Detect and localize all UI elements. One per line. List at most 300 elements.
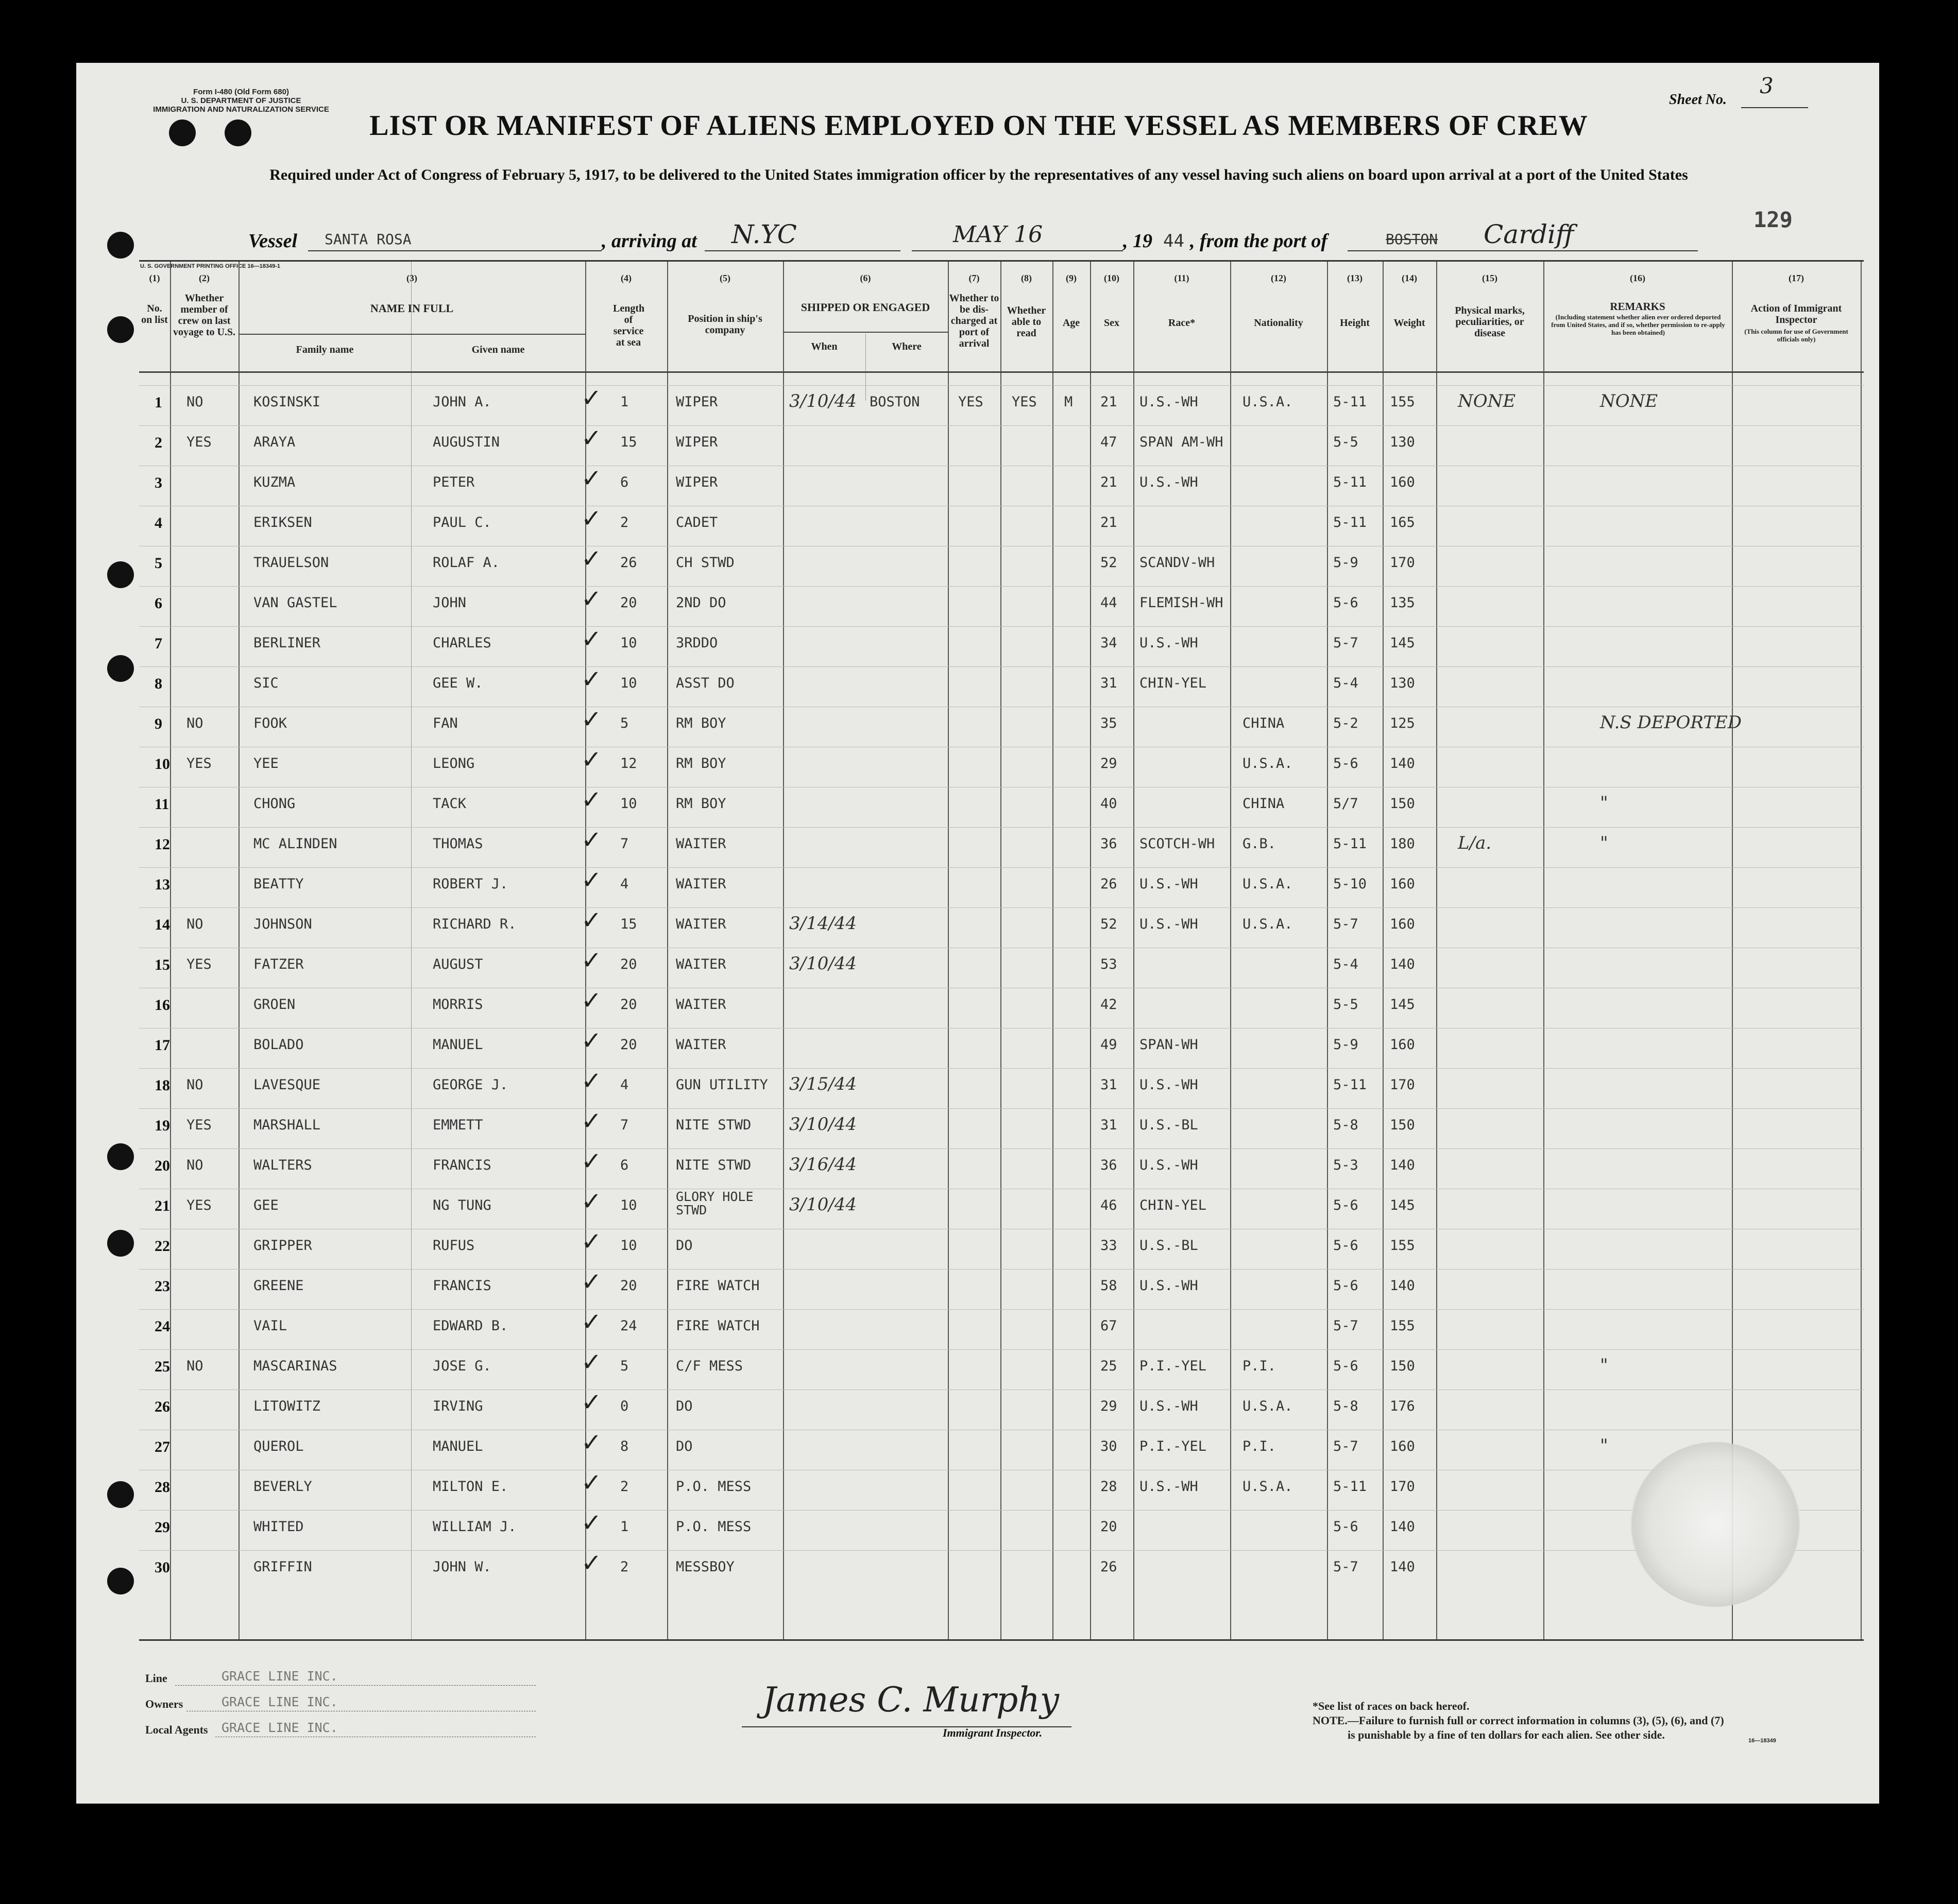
table-row — [139, 546, 1864, 587]
sex: 40 — [1100, 796, 1117, 812]
service-length: 8 — [620, 1438, 629, 1454]
remarks: NONE — [1600, 391, 1658, 411]
table-row — [139, 707, 1864, 747]
col2-num: (2) — [199, 273, 210, 283]
sex: 34 — [1100, 635, 1117, 651]
row-number: 19 — [155, 1117, 170, 1134]
col8-header: Whether able to read — [1007, 305, 1046, 339]
position: WAITER — [676, 836, 726, 852]
family-name: BEVERLY — [253, 1479, 312, 1495]
col14-num: (14) — [1402, 273, 1417, 283]
row-number: 30 — [155, 1559, 170, 1576]
from-port-label: , from the port of — [1190, 230, 1328, 252]
row-number: 8 — [155, 675, 162, 692]
service-length: 1 — [620, 1519, 629, 1535]
race: CHIN-YEL — [1139, 675, 1207, 691]
col16-subheader: (Including statement whether alien ever ordered deported from United States, and if so, whether permission to re-apply has been obtained) — [1551, 313, 1725, 336]
checkmark-icon: ✓ — [581, 1508, 602, 1537]
service-length: 2 — [620, 1479, 629, 1495]
page-title: LIST OR MANIFEST OF ALIENS EMPLOYED ON THE VESSEL AS MEMBERS OF CREW — [369, 110, 1588, 142]
position: FIRE WATCH — [676, 1318, 760, 1334]
given-name: ROLAF A. — [433, 555, 500, 571]
height: 5-4 — [1333, 675, 1358, 691]
given-name: CHARLES — [433, 635, 491, 651]
family-name: TRAUELSON — [253, 555, 329, 571]
last-voyage: YES — [186, 1197, 212, 1213]
penalty-note-1: NOTE.—Failure to furnish full or correct information in columns (3), (5), (6), and (7) — [1313, 1714, 1724, 1727]
row-number: 29 — [155, 1519, 170, 1536]
family-name: ERIKSEN — [253, 514, 312, 530]
weight: 160 — [1390, 474, 1415, 490]
family-name: FATZER — [253, 956, 304, 972]
position: WIPER — [676, 434, 718, 450]
col4-num: (4) — [621, 273, 632, 283]
weight: 170 — [1390, 1479, 1415, 1495]
weight: 150 — [1390, 1117, 1415, 1133]
race: P.I.-YEL — [1139, 1438, 1207, 1454]
weight: 135 — [1390, 595, 1415, 611]
remarks: " — [1600, 793, 1608, 813]
age: M — [1064, 394, 1073, 410]
race: U.S.-WH — [1139, 635, 1198, 651]
weight: 155 — [1390, 1318, 1415, 1334]
last-voyage: YES — [186, 1117, 212, 1133]
family-name: VAN GASTEL — [253, 595, 337, 611]
position: WAITER — [676, 997, 726, 1013]
col10-num: (10) — [1104, 273, 1119, 283]
given-name: THOMAS — [433, 836, 483, 852]
checkmark-icon: ✓ — [581, 705, 602, 734]
sex: 28 — [1100, 1479, 1117, 1495]
given-name: NG TUNG — [433, 1197, 491, 1213]
table-row — [139, 506, 1864, 546]
family-name: LITOWITZ — [253, 1398, 321, 1414]
nationality: P.I. — [1242, 1358, 1276, 1374]
service-length: 20 — [620, 956, 637, 972]
sheet-label: Sheet No. — [1669, 92, 1727, 108]
sex: 35 — [1100, 715, 1117, 731]
col7-header: Whether to be dis-charged at port of arrival — [949, 293, 999, 349]
shipped-when: 3/10/44 — [789, 1114, 857, 1135]
nationality: U.S.A. — [1242, 1479, 1293, 1495]
row-number: 12 — [155, 836, 170, 853]
height: 5-7 — [1333, 635, 1358, 651]
position: CH STWD — [676, 555, 735, 571]
weight: 155 — [1390, 394, 1415, 410]
race: P.I.-YEL — [1139, 1358, 1207, 1374]
family-name: WALTERS — [253, 1157, 312, 1173]
sex: 42 — [1100, 997, 1117, 1013]
when-header: When — [811, 341, 838, 352]
service-length: 10 — [620, 796, 637, 812]
agents-label: Local Agents — [145, 1723, 208, 1736]
owners-label: Owners — [145, 1697, 183, 1710]
shipped-when: 3/10/44 — [789, 391, 857, 411]
family-name: WHITED — [253, 1519, 304, 1535]
service-length: 4 — [620, 1077, 629, 1093]
table-row — [139, 1470, 1864, 1511]
family-name: GEE — [253, 1197, 279, 1213]
given-name: ROBERT J. — [433, 876, 508, 892]
row-number: 2 — [155, 434, 162, 451]
given-name: FRANCIS — [433, 1278, 491, 1294]
col2-header: Whether member of crew on last voyage to U.S. — [173, 293, 236, 338]
table-row — [139, 466, 1864, 506]
shipped-when: 3/14/44 — [789, 913, 857, 934]
height: 5-4 — [1333, 956, 1358, 972]
arriving-label: , arriving at — [602, 230, 697, 252]
race: U.S.-WH — [1139, 394, 1198, 410]
row-number: 28 — [155, 1479, 170, 1496]
row-number: 11 — [155, 796, 169, 813]
service-length: 1 — [620, 394, 629, 410]
weight: 160 — [1390, 1037, 1415, 1053]
sex: 29 — [1100, 1398, 1117, 1414]
service-length: 20 — [620, 1278, 637, 1294]
service-length: 5 — [620, 715, 629, 731]
service-length: 2 — [620, 1559, 629, 1575]
position: 2ND DO — [676, 595, 726, 611]
position: DO — [676, 1238, 693, 1254]
family-name: FOOK — [253, 715, 287, 731]
row-number: 10 — [155, 756, 170, 773]
shipped-where: BOSTON — [870, 394, 920, 410]
discharged: YES — [958, 394, 983, 410]
form-code: 16—18349 — [1748, 1738, 1776, 1744]
family-name: QUEROL — [253, 1438, 304, 1454]
last-voyage: NO — [186, 916, 203, 932]
family-name: VAIL — [253, 1318, 287, 1334]
row-number: 1 — [155, 394, 162, 411]
service-length: 15 — [620, 434, 637, 450]
height: 5-11 — [1333, 836, 1367, 852]
service-length: 20 — [620, 1037, 637, 1053]
position: NITE STWD — [676, 1117, 752, 1133]
height: 5-6 — [1333, 1358, 1358, 1374]
service-length: 7 — [620, 1117, 629, 1133]
sex: 49 — [1100, 1037, 1117, 1053]
last-voyage: YES — [186, 956, 212, 972]
table-row — [139, 1390, 1864, 1430]
position: RM BOY — [676, 715, 726, 731]
sheet-number: 3 — [1760, 73, 1774, 98]
line-label: Line — [145, 1672, 167, 1685]
position: WIPER — [676, 474, 718, 490]
weight: 125 — [1390, 715, 1415, 731]
nationality: CHINA — [1242, 796, 1285, 812]
height: 5-5 — [1333, 434, 1358, 450]
punch-hole — [107, 232, 134, 259]
sex: 58 — [1100, 1278, 1117, 1294]
row-number: 13 — [155, 876, 170, 893]
row-number: 25 — [155, 1358, 170, 1375]
height: 5-6 — [1333, 595, 1358, 611]
sex: 31 — [1100, 675, 1117, 691]
checkmark-icon: ✓ — [581, 665, 602, 694]
punch-hole — [107, 655, 134, 682]
nationality: U.S.A. — [1242, 394, 1293, 410]
sex: 25 — [1100, 1358, 1117, 1374]
inspector-signature: James C. Murphy — [762, 1680, 1060, 1720]
given-name: AUGUST — [433, 956, 483, 972]
races-note: *See list of races on back hereof. — [1313, 1700, 1470, 1712]
last-voyage: NO — [186, 715, 203, 731]
col9-num: (9) — [1066, 273, 1077, 283]
service-name: IMMIGRATION AND NATURALIZATION SERVICE — [153, 105, 329, 114]
height: 5-7 — [1333, 916, 1358, 932]
family-name: CHONG — [253, 796, 296, 812]
port-typed: BOSTON — [1386, 231, 1438, 248]
height: 5-7 — [1333, 1438, 1358, 1454]
position: WAITER — [676, 1037, 726, 1053]
given-name: MILTON E. — [433, 1479, 508, 1495]
race: U.S.-WH — [1139, 1479, 1198, 1495]
shipped-when: 3/10/44 — [789, 1194, 857, 1215]
sex: 31 — [1100, 1077, 1117, 1093]
weight: 160 — [1390, 876, 1415, 892]
sex: 33 — [1100, 1238, 1117, 1254]
col14-header: Weight — [1393, 317, 1425, 329]
row-number: 22 — [155, 1238, 170, 1255]
col10-header: Sex — [1104, 317, 1119, 329]
col16-num: (16) — [1630, 273, 1645, 283]
row-number: 15 — [155, 956, 170, 973]
given-name: RUFUS — [433, 1238, 475, 1254]
col4-header: Length of service at sea — [613, 303, 645, 348]
last-voyage: YES — [186, 756, 212, 771]
table-row — [139, 586, 1864, 627]
checkmark-icon: ✓ — [581, 1067, 602, 1095]
race: U.S.-WH — [1139, 876, 1198, 892]
family-name: KOSINSKI — [253, 394, 321, 410]
weight: 140 — [1390, 1559, 1415, 1575]
race: U.S.-WH — [1139, 1398, 1198, 1414]
table-row — [139, 1269, 1864, 1310]
sex: 21 — [1100, 474, 1117, 490]
given-name: FRANCIS — [433, 1157, 491, 1173]
race: CHIN-YEL — [1139, 1197, 1207, 1213]
family-name: LAVESQUE — [253, 1077, 321, 1093]
height: 5-7 — [1333, 1318, 1358, 1334]
race: SCOTCH-WH — [1139, 836, 1215, 852]
vessel-label: Vessel — [248, 230, 297, 252]
given-name: MANUEL — [433, 1037, 483, 1053]
line-value: GRACE LINE INC. — [222, 1669, 338, 1684]
given-name: GEORGE J. — [433, 1077, 508, 1093]
punch-hole — [107, 1481, 134, 1508]
department: U. S. DEPARTMENT OF JUSTICE — [181, 96, 301, 105]
table-row — [139, 1309, 1864, 1350]
checkmark-icon: ✓ — [581, 544, 602, 573]
table-row — [139, 787, 1864, 828]
family-name: BOLADO — [253, 1037, 304, 1053]
checkmark-icon: ✓ — [581, 906, 602, 935]
shipped-when: 3/16/44 — [789, 1154, 857, 1175]
nationality: U.S.A. — [1242, 1398, 1293, 1414]
table-row — [139, 988, 1864, 1028]
physical-marks: L/a. — [1458, 833, 1492, 853]
table-row — [139, 948, 1864, 988]
punch-hole — [107, 561, 134, 588]
height: 5-6 — [1333, 1238, 1358, 1254]
checkmark-icon: ✓ — [581, 1147, 602, 1176]
checkmark-icon: ✓ — [581, 384, 602, 413]
remarks: " — [1600, 833, 1608, 853]
printing-office: U. S. GOVERNMENT PRINTING OFFICE 16—18349-1 — [140, 263, 281, 269]
weight: 180 — [1390, 836, 1415, 852]
race: U.S.-WH — [1139, 1278, 1198, 1294]
col3-num: (3) — [406, 273, 417, 283]
weight: 150 — [1390, 796, 1415, 812]
table-row — [139, 1068, 1864, 1109]
weight: 140 — [1390, 1278, 1415, 1294]
nationality: P.I. — [1242, 1438, 1276, 1454]
weight: 145 — [1390, 635, 1415, 651]
page-subtitle: Required under Act of Congress of February 5, 1917, to be delivered to the United States immigration officer by the representatives of any vessel having such aliens on board upon arrival at a port of the United States — [269, 166, 1688, 183]
checkmark-icon: ✓ — [581, 625, 602, 654]
position: P.O. MESS — [676, 1519, 752, 1535]
height: 5-9 — [1333, 1037, 1358, 1053]
checkmark-icon: ✓ — [581, 1187, 602, 1216]
col6-divider — [783, 332, 948, 333]
family-name: MC ALINDEN — [253, 836, 337, 852]
row-number: 23 — [155, 1278, 170, 1295]
weight: 140 — [1390, 1157, 1415, 1173]
row-number: 27 — [155, 1438, 170, 1455]
given-name: EMMETT — [433, 1117, 483, 1133]
service-length: 4 — [620, 876, 629, 892]
given-name: PETER — [433, 474, 475, 490]
service-length: 2 — [620, 514, 629, 530]
penalty-note-2: is punishable by a fine of ten dollars for each alien. See other side. — [1348, 1728, 1665, 1741]
weight: 140 — [1390, 1519, 1415, 1535]
line-underline — [175, 1685, 536, 1686]
port-handwritten: Cardiff — [1484, 219, 1574, 249]
table-row — [139, 1108, 1864, 1149]
position: WIPER — [676, 394, 718, 410]
sex: 26 — [1100, 1559, 1117, 1575]
col1-header: No. on list — [141, 303, 168, 325]
date-underline — [912, 250, 1123, 251]
checkmark-icon: ✓ — [581, 1026, 602, 1055]
sex: 52 — [1100, 555, 1117, 571]
remarks: " — [1600, 1355, 1608, 1376]
service-length: 20 — [620, 997, 637, 1013]
height: 5/7 — [1333, 796, 1358, 812]
given-name: MANUEL — [433, 1438, 483, 1454]
given-name: JOHN W. — [433, 1559, 491, 1575]
punch-hole — [107, 1568, 134, 1594]
height: 5-6 — [1333, 1278, 1358, 1294]
table-row — [139, 747, 1864, 787]
col12-num: (12) — [1271, 273, 1286, 283]
sex: 44 — [1100, 595, 1117, 611]
table-row — [139, 385, 1864, 426]
table-row — [139, 827, 1864, 868]
family-name: MARSHALL — [253, 1117, 321, 1133]
nationality: U.S.A. — [1242, 756, 1293, 771]
height: 5-2 — [1333, 715, 1358, 731]
last-voyage: NO — [186, 1077, 203, 1093]
weight: 130 — [1390, 434, 1415, 450]
table-row — [139, 1550, 1864, 1591]
position: WAITER — [676, 876, 726, 892]
height: 5-10 — [1333, 876, 1367, 892]
page-number: 129 — [1753, 207, 1793, 232]
crew-table — [139, 260, 1864, 1641]
service-length: 12 — [620, 756, 637, 771]
given-name: MORRIS — [433, 997, 483, 1013]
row-number: 5 — [155, 555, 162, 572]
sex: 21 — [1100, 514, 1117, 530]
sex: 29 — [1100, 756, 1117, 771]
weight: 176 — [1390, 1398, 1415, 1414]
table-row — [139, 1349, 1864, 1390]
table-row — [139, 867, 1864, 908]
last-voyage: YES — [186, 434, 212, 450]
height: 5-11 — [1333, 514, 1367, 530]
row-number: 20 — [155, 1157, 170, 1174]
race: U.S.-BL — [1139, 1117, 1198, 1133]
col5-num: (5) — [720, 273, 730, 283]
height: 5-7 — [1333, 1559, 1358, 1575]
table-row — [139, 666, 1864, 707]
table-row — [139, 1148, 1864, 1189]
family-name: YEE — [253, 756, 279, 771]
family-name: KUZMA — [253, 474, 296, 490]
given-name: RICHARD R. — [433, 916, 517, 932]
position: DO — [676, 1438, 693, 1454]
table-row — [139, 907, 1864, 948]
position: RM BOY — [676, 756, 726, 771]
given-name: TACK — [433, 796, 467, 812]
punch-hole — [107, 316, 134, 343]
checkmark-icon: ✓ — [581, 1468, 602, 1497]
position: GLORY HOLE STWD — [676, 1189, 754, 1217]
embossed-seal — [1630, 1442, 1800, 1607]
punch-hole — [107, 1230, 134, 1257]
given-name: AUGUSTIN — [433, 434, 500, 450]
col8-num: (8) — [1021, 273, 1032, 283]
row-number: 17 — [155, 1037, 170, 1054]
race: SPAN AM-WH — [1139, 434, 1223, 450]
height: 5-6 — [1333, 1519, 1358, 1535]
position: C/F MESS — [676, 1358, 743, 1374]
service-length: 26 — [620, 555, 637, 571]
col12-header: Nationality — [1254, 317, 1303, 329]
given-name: IRVING — [433, 1398, 483, 1414]
height: 5-11 — [1333, 474, 1367, 490]
given-name: EDWARD B. — [433, 1318, 508, 1334]
weight: 160 — [1390, 916, 1415, 932]
checkmark-icon: ✓ — [581, 745, 602, 774]
service-length: 15 — [620, 916, 637, 932]
punch-hole — [107, 1143, 134, 1170]
col6-num: (6) — [860, 273, 871, 283]
race: U.S.-WH — [1139, 1157, 1198, 1173]
shipped-when: 3/10/44 — [789, 953, 857, 974]
sex: 46 — [1100, 1197, 1117, 1213]
row-number: 9 — [155, 715, 162, 732]
shipped-when: 3/15/44 — [789, 1074, 857, 1094]
col13-num: (13) — [1347, 273, 1363, 283]
sex: 21 — [1100, 394, 1117, 410]
year: 44 — [1163, 231, 1184, 251]
position: P.O. MESS — [676, 1479, 752, 1495]
checkmark-icon: ✓ — [581, 424, 602, 453]
family-name: GRIFFIN — [253, 1559, 312, 1575]
service-length: 6 — [620, 474, 629, 490]
